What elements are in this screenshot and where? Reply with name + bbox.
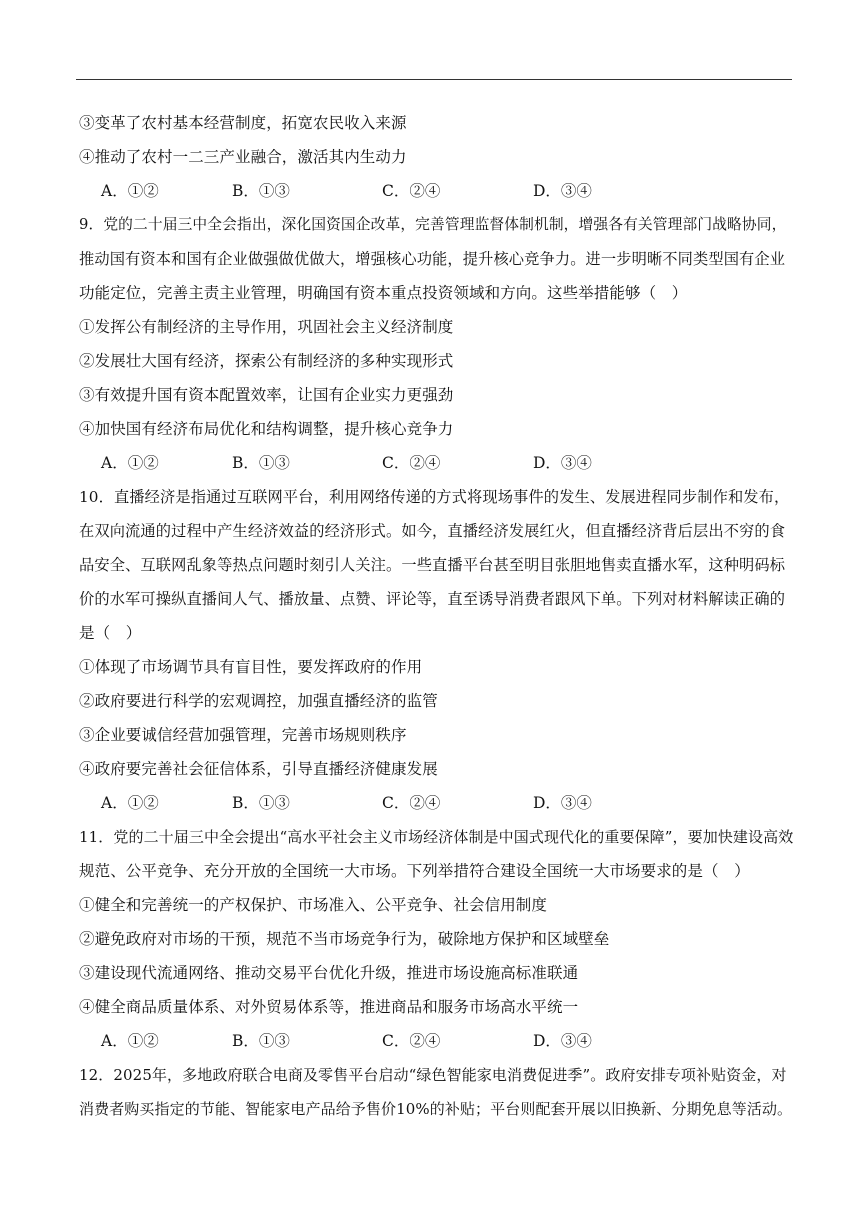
q11-option-b: B．①③ xyxy=(232,1032,290,1050)
header-rule xyxy=(76,79,792,80)
q9-option-b: B．①③ xyxy=(232,454,290,472)
q11-item-4: ④健全商品质量体系、对外贸易体系等，推进商品和服务市场高水平统一 xyxy=(79,998,579,1016)
q10-option-c: C．②④ xyxy=(382,794,441,812)
q11-stem xyxy=(79,820,793,888)
q10-item-4: ④政府要完善社会征信体系，引导直播经济健康发展 xyxy=(79,760,438,778)
q10-option-a: A．①② xyxy=(101,794,159,812)
q11-stem-line: 规范、公平竞争、充分开放的全国统一大市场。下列举措符合建设全国统一大市场要求的是（ ） xyxy=(79,862,750,880)
q10-stem-line: 价的水军可操纵直播间人气、播放量、点赞、评论等，直至诱导消费者跟风下单。下列对材料解读正确的 xyxy=(79,590,786,608)
document-body xyxy=(79,106,793,1126)
q10-option-b: B．①③ xyxy=(232,794,290,812)
q10-stem-line: 是（ ） xyxy=(79,624,142,642)
q11-option-a: A．①② xyxy=(101,1032,159,1050)
q9-options xyxy=(79,446,793,480)
q11-option-c: C．②④ xyxy=(382,1032,441,1050)
q12-stem-line: 消费者购买指定的节能、智能家电产品给予售价10%的补贴；平台则配套开展以旧换新、分期免息等活动。 xyxy=(79,1100,793,1118)
q9-item-2: ②发展壮大国有经济，探索公有制经济的多种实现形式 xyxy=(79,352,454,370)
q8-option-a: A．①② xyxy=(101,182,159,200)
q9-item-3: ③有效提升国有资本配置效率，让国有企业实力更强劲 xyxy=(79,386,454,404)
q11-option-d: D．③④ xyxy=(533,1032,592,1050)
q10-item-1: ①体现了市场调节具有盲目性，要发挥政府的作用 xyxy=(79,658,423,676)
q9-stem-line: 功能定位，完善主责主业管理，明确国有资本重点投资领域和方向。这些举措能够（ ） xyxy=(79,284,688,302)
q11-stem-line: 11．党的二十届三中全会提出“高水平社会主义市场经济体制是中国式现代化的重要保障”，要加快建设高效 xyxy=(79,828,794,846)
q8-option-d: D．③④ xyxy=(533,182,592,200)
q8-item-3: ③变革了农村基本经营制度，拓宽农民收入来源 xyxy=(79,114,407,132)
q8-option-b: B．①③ xyxy=(232,182,290,200)
q11-options xyxy=(79,1024,793,1058)
q8-options xyxy=(79,174,793,208)
q9-stem-line: 9．党的二十届三中全会指出，深化国资国企改革，完善管理监督体制机制，增强各有关管理部门战略协同， xyxy=(79,216,787,233)
q9-item-4: ④加快国有经济布局优化和结构调整，提升核心竞争力 xyxy=(79,420,454,438)
q12-stem-line: 12．2025年，多地政府联合电商及零售平台启动“绿色智能家电消费促进季”。政府安排专项补贴资金，对 xyxy=(79,1066,787,1084)
q10-option-d: D．③④ xyxy=(533,794,592,812)
q9-option-a: A．①② xyxy=(101,454,159,472)
q10-stem-line: 品安全、互联网乱象等热点问题时刻引人关注。一些直播平台甚至明目张胆地售卖直播水军，这种明码标 xyxy=(79,556,786,574)
q11-item-2: ②避免政府对市场的干预，规范不当市场竞争行为，破除地方保护和区域壁垒 xyxy=(79,930,610,948)
q10-stem-line: 在双向流通的过程中产生经济效益的经济形式。如今，直播经济发展红火，但直播经济背后层出不穷的食 xyxy=(79,522,786,540)
q9-stem xyxy=(79,208,793,310)
q10-options xyxy=(79,786,793,820)
q9-item-1: ①发挥公有制经济的主导作用，巩固社会主义经济制度 xyxy=(79,318,454,336)
q8-option-c: C．②④ xyxy=(382,182,441,200)
q10-stem-line: 10．直播经济是指通过互联网平台，利用网络传递的方式将现场事件的发生、发展进程同步制作和发布， xyxy=(79,488,790,506)
q12-stem xyxy=(79,1058,793,1126)
q9-option-c: C．②④ xyxy=(382,454,441,472)
q8-item-4: ④推动了农村一二三产业融合，激活其内生动力 xyxy=(79,148,407,166)
q9-option-d: D．③④ xyxy=(533,454,592,472)
q11-item-1: ①健全和完善统一的产权保护、市场准入、公平竞争、社会信用制度 xyxy=(79,896,548,914)
q11-item-3: ③建设现代流通网络、推动交易平台优化升级，推进市场设施高标准联通 xyxy=(79,964,579,982)
q10-item-3: ③企业要诚信经营加强管理，完善市场规则秩序 xyxy=(79,726,407,744)
q10-stem xyxy=(79,480,793,650)
q9-stem-line: 推动国有资本和国有企业做强做优做大，增强核心功能，提升核心竞争力。进一步明晰不同类型国有企业 xyxy=(79,250,786,268)
q10-item-2: ②政府要进行科学的宏观调控，加强直播经济的监管 xyxy=(79,692,438,710)
